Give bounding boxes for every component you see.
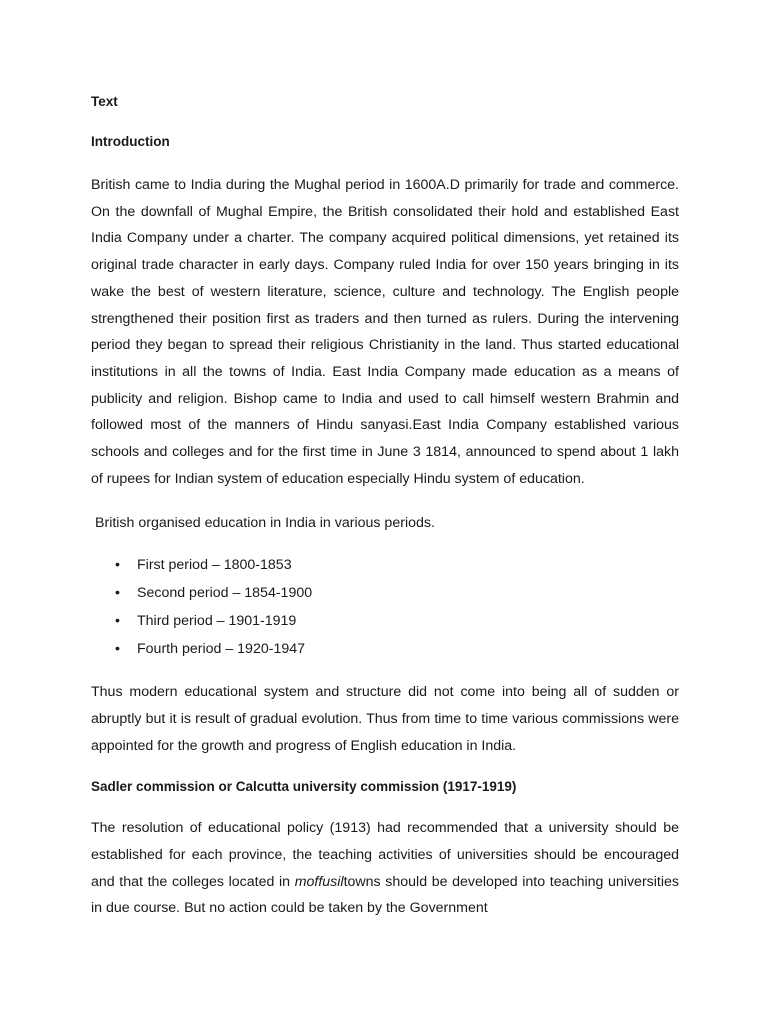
list-item [91, 635, 679, 663]
resolution-text-start: The resolution of educational policy (1913) had recommended that a university should be established for each province, the teaching activities of universities should be encouraged and that the colleges located in [91, 820, 679, 890]
bullet-icon: • [115, 641, 120, 658]
heading-text: Text [91, 94, 118, 109]
resolution-italic-term: moffusil [294, 873, 344, 890]
period-label: Fourth period – 1920-1947 [137, 641, 306, 658]
heading-introduction: Introduction [91, 134, 170, 149]
evolution-paragraph: Thus modern educational system and structure did not come into being all of sudden or abruptly but it is result of gradual evolution. Thus from time to time various commissions were appointed for the growth and progress of English education in India. [91, 684, 679, 754]
bullet-icon: • [115, 613, 120, 630]
period-label: First period – 1800-1853 [137, 557, 292, 574]
organised-line: British organised education in India in various periods. [95, 515, 435, 532]
document-page [91, 92, 679, 922]
bullet-icon: • [115, 557, 120, 574]
periods-list [91, 551, 679, 663]
list-item [91, 551, 679, 579]
heading-sadler-commission: Sadler commission or Calcutta university commission (1917-1919) [91, 779, 517, 795]
list-item [91, 579, 679, 607]
period-label: Third period – 1901-1919 [137, 613, 297, 630]
bullet-icon: • [115, 585, 120, 602]
resolution-paragraph [91, 815, 679, 922]
period-label: Second period – 1854-1900 [137, 585, 313, 602]
list-item [91, 607, 679, 635]
resolution-text-end: towns should be developed into teaching universities in due course. But no action could be taken by the Government [91, 873, 679, 917]
intro-paragraph: British came to India during the Mughal period in 1600A.D primarily for trade and commerce. On the downfall of Mughal Empire, the British consolidated their hold and established East India Company under a charter. The company acquired political dimensions, yet retained its original trade character in early days. Company ruled India for over 150 years bringing in its wake the best of western literature, science, culture and technology. The English people strengthened their position first as traders and then turned as rulers. During the intervening period they began to spread their religious Christianity in the land. Thus started educational institutions in all the towns of India. East India Company made education as a means of publicity and religion. Bishop came to India and used to call himself western Brahmin and followed most of the manners of Hindu sanyasi.East India Company established various schools and colleges and for the first time in June 3 1814, announced to spend about 1 lakh of rupees for Indian system of education especially Hindu system of education. [91, 177, 679, 487]
